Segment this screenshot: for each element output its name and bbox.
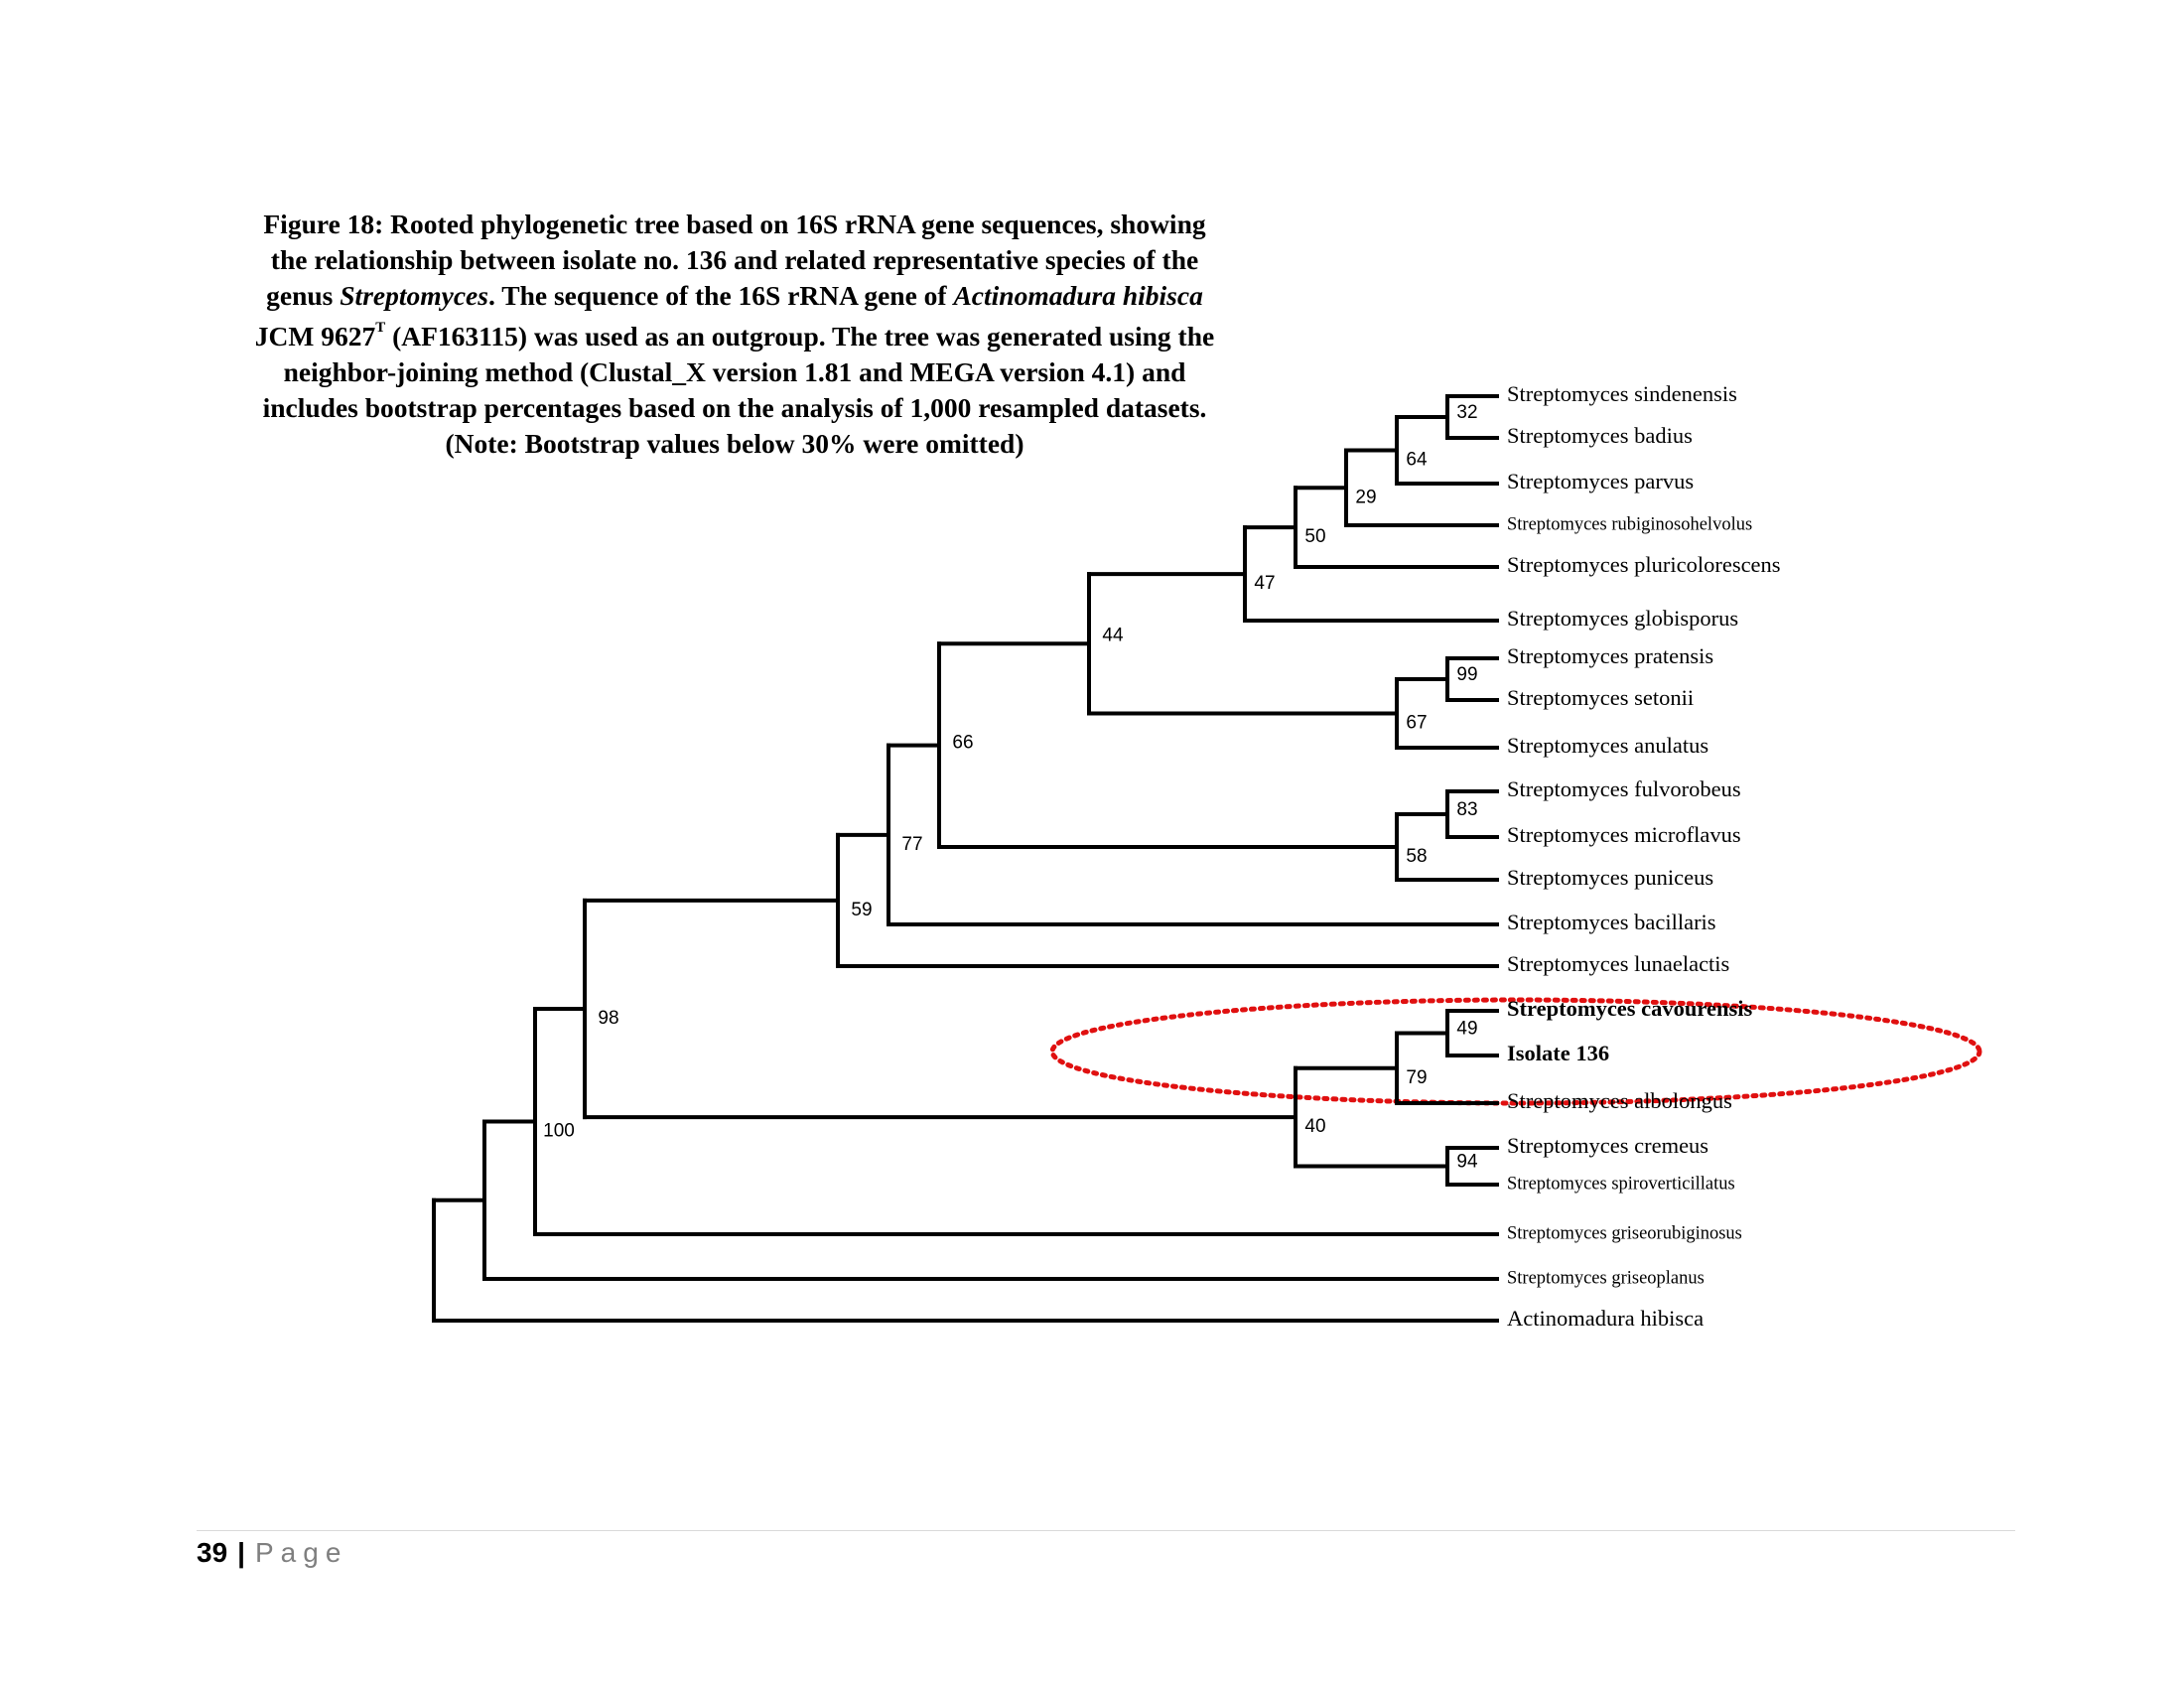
taxon-label: Streptomyces sindenensis (1507, 381, 1737, 407)
taxon-label: Streptomyces pluricolorescens (1507, 552, 1781, 578)
taxon-label: Streptomyces lunaelactis (1507, 951, 1730, 977)
caption-line-6: includes bootstrap percentages based on the analysis of 1,000 resampled datasets. (262, 392, 1207, 424)
type-strain-superscript: T (375, 320, 386, 336)
taxon-label: Streptomyces fulvorobeus (1507, 776, 1741, 802)
bootstrap-value: 79 (1406, 1066, 1428, 1088)
taxon-label: Streptomyces anulatus (1507, 733, 1709, 759)
taxon-label: Actinomadura hibisca (1507, 1306, 1705, 1332)
caption-line-4: JCM $9627^T$ (AF163115) was used as an outgroup. The tree was generated using the (254, 320, 1215, 352)
taxon-label: Streptomyces griseorubiginosus (1507, 1223, 1742, 1244)
taxon-label: Streptomyces rubiginosohelvolus (1507, 514, 1753, 535)
bootstrap-value: 29 (1355, 487, 1377, 508)
page-word: Page (255, 1537, 348, 1568)
bootstrap-value: 100 (543, 1120, 575, 1142)
taxon-label: Streptomyces microflavus (1507, 822, 1741, 848)
caption-line-2: the relationship between isolate no. 136 and related representative species of the (270, 244, 1199, 275)
footer-rule (197, 1530, 2015, 1531)
bootstrap-value: 58 (1406, 846, 1428, 868)
page-number: 39 (197, 1537, 228, 1568)
bootstrap-value: 59 (851, 899, 873, 920)
taxon-label: Streptomyces puniceus (1507, 865, 1714, 891)
taxon-label: Streptomyces pratensis (1507, 643, 1714, 669)
taxon-label: Streptomyces globisporus (1507, 606, 1739, 632)
taxon-label: Streptomyces griseoplanus (1507, 1268, 1705, 1289)
taxon-label: Streptomyces albolongus (1507, 1088, 1732, 1114)
bootstrap-value: 47 (1254, 573, 1276, 595)
genus-name: Streptomyces (340, 280, 488, 311)
caption-line-3: genus Streptomyces. The sequence of the 16S rRNA gene of Actinomadura hibisca (266, 280, 1203, 311)
bootstrap-value: 44 (1102, 625, 1124, 646)
caption-line-7: (Note: Bootstrap values below 30% were omitted) (445, 428, 1024, 460)
bootstrap-value: 32 (1456, 402, 1478, 424)
bootstrap-value: 67 (1406, 712, 1428, 734)
bootstrap-value: 66 (952, 732, 974, 754)
bootstrap-value: 64 (1406, 449, 1428, 471)
outgroup-species-name: Actinomadura hibisca (953, 280, 1203, 311)
bootstrap-value: 49 (1456, 1018, 1478, 1040)
bootstrap-value: 50 (1304, 526, 1326, 548)
bootstrap-value: 77 (901, 833, 923, 855)
taxon-label: Streptomyces parvus (1507, 469, 1695, 494)
highlighted-taxon-label: Streptomyces cavourensis (1507, 996, 1753, 1022)
bootstrap-value: 94 (1456, 1151, 1478, 1173)
bootstrap-value: 40 (1304, 1116, 1326, 1138)
bootstrap-value: 99 (1456, 664, 1478, 686)
taxon-label: Streptomyces badius (1507, 423, 1693, 449)
highlighted-taxon-label: Isolate 136 (1507, 1041, 1610, 1066)
caption-line-5: neighbor-joining method (Clustal_X version 1.81 and MEGA version 4.1) and (283, 356, 1186, 388)
taxon-label: Streptomyces cremeus (1507, 1133, 1709, 1159)
taxon-label: Streptomyces setonii (1507, 685, 1695, 711)
bootstrap-value: 83 (1456, 799, 1478, 821)
bootstrap-value: 98 (598, 1008, 619, 1030)
taxon-label: Streptomyces spiroverticillatus (1507, 1174, 1735, 1195)
taxon-label: Streptomyces bacillaris (1507, 910, 1716, 935)
footer-separator: | (237, 1537, 245, 1568)
page-footer (197, 1537, 347, 1569)
caption-line-1: Figure 18: Rooted phylogenetic tree based on 16S rRNA gene sequences, showing (263, 209, 1206, 239)
